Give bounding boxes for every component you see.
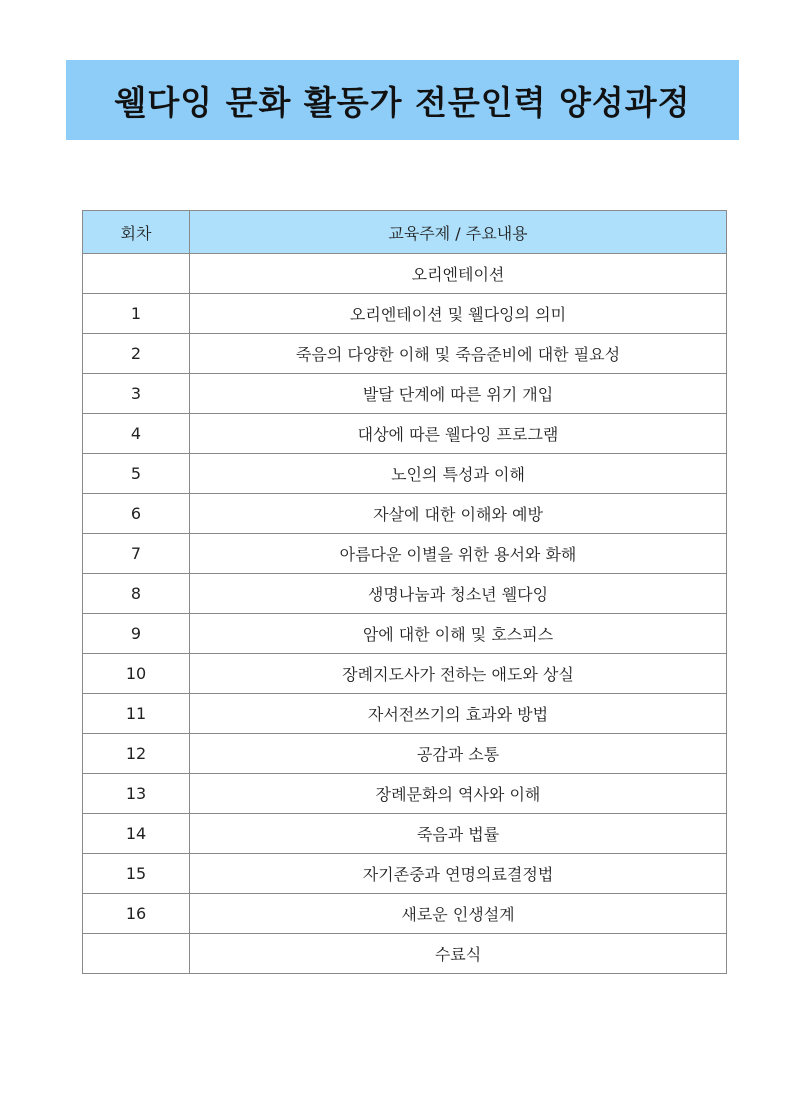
session-cell: 5: [83, 454, 190, 494]
topic-cell: 수료식: [190, 934, 727, 974]
table-row: [83, 654, 727, 694]
topic-cell: 죽음의 다양한 이해 및 죽음준비에 대한 필요성: [190, 334, 727, 374]
curriculum-table: [82, 210, 727, 974]
table-row: [83, 934, 727, 974]
topic-cell: 자기존중과 연명의료결정법: [190, 854, 727, 894]
topic-cell: 노인의 특성과 이해: [190, 454, 727, 494]
session-cell: [83, 934, 190, 974]
session-cell: 10: [83, 654, 190, 694]
table-row: [83, 894, 727, 934]
table-body: [83, 254, 727, 974]
session-cell: 7: [83, 534, 190, 574]
table-row: [83, 254, 727, 294]
topic-cell: 아름다운 이별을 위한 용서와 화해: [190, 534, 727, 574]
table-row: [83, 414, 727, 454]
table-header: [83, 211, 727, 254]
session-cell: 11: [83, 694, 190, 734]
session-cell: 8: [83, 574, 190, 614]
table-row: [83, 694, 727, 734]
session-cell: 3: [83, 374, 190, 414]
table-row: [83, 294, 727, 334]
table-row: [83, 814, 727, 854]
title-banner: [66, 60, 739, 140]
table-row: [83, 574, 727, 614]
session-cell: 12: [83, 734, 190, 774]
session-cell: [83, 254, 190, 294]
topic-cell: 공감과 소통: [190, 734, 727, 774]
table-row: [83, 334, 727, 374]
session-cell: 14: [83, 814, 190, 854]
session-cell: 2: [83, 334, 190, 374]
topic-cell: 오리엔테이션 및 웰다잉의 의미: [190, 294, 727, 334]
topic-cell: 오리엔테이션: [190, 254, 727, 294]
topic-cell: 자서전쓰기의 효과와 방법: [190, 694, 727, 734]
session-cell: 6: [83, 494, 190, 534]
session-cell: 15: [83, 854, 190, 894]
topic-cell: 생명나눔과 청소년 웰다잉: [190, 574, 727, 614]
session-cell: 13: [83, 774, 190, 814]
session-cell: 16: [83, 894, 190, 934]
topic-cell: 장례지도사가 전하는 애도와 상실: [190, 654, 727, 694]
session-column-header: 회차: [83, 211, 190, 254]
topic-cell: 장례문화의 역사와 이해: [190, 774, 727, 814]
page-title: 웰다잉 문화 활동가 전문인력 양성과정: [114, 82, 691, 122]
table-row: [83, 374, 727, 414]
topic-column-header: 교육주제 / 주요내용: [190, 211, 727, 254]
topic-cell: 대상에 따른 웰다잉 프로그램: [190, 414, 727, 454]
table-row: [83, 734, 727, 774]
table-row: [83, 614, 727, 654]
topic-cell: 발달 단계에 따른 위기 개입: [190, 374, 727, 414]
session-cell: 9: [83, 614, 190, 654]
table-row: [83, 774, 727, 814]
session-cell: 4: [83, 414, 190, 454]
table-row: [83, 534, 727, 574]
header-row: [83, 211, 727, 254]
topic-cell: 죽음과 법률: [190, 814, 727, 854]
table-row: [83, 854, 727, 894]
session-cell: 1: [83, 294, 190, 334]
topic-cell: 새로운 인생설계: [190, 894, 727, 934]
topic-cell: 자살에 대한 이해와 예방: [190, 494, 727, 534]
table-row: [83, 494, 727, 534]
table-row: [83, 454, 727, 494]
topic-cell: 암에 대한 이해 및 호스피스: [190, 614, 727, 654]
